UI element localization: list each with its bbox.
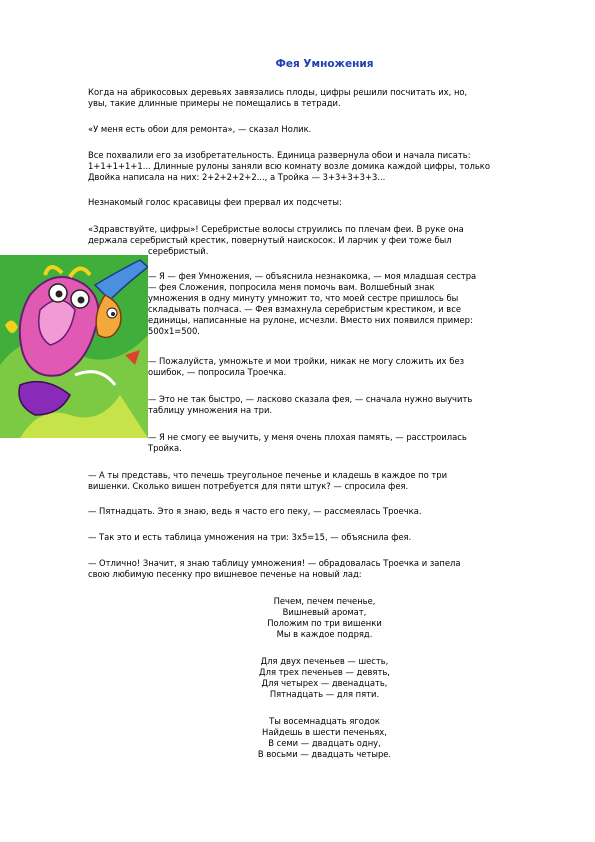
poem-stanza-1: Печем, печем печенье, Вишневый аромат, Положим по три вишенки Мы в каждое подряд. [267,596,382,639]
fairy-digits-illustration [0,255,148,438]
poem-stanza-2: Для двух печеньев — шесть, Для трех печеньев — девять, Для четырех — двенадцать, Пятнадцать — для пяти. [259,656,390,699]
paragraph-9: — Я не смогу ее выучить, у меня очень плохая память, — расстроилась Тройка. [148,432,467,453]
paragraph-6: — Я — фея Умножения, — объяснила незнакомка, — моя младшая сестра — фея Сложения, попросила меня помочь вам. Волшебный знак умножения в одну минуту умножит то, что моей сестре пришлось бы складывать полчаса. — Фея взмахнула серебристым крестиком, и все единицы, написанные на рулоне, исчезли. Вместо них появился пример: 500х1=500. [148,271,477,336]
paragraph-8: — Это не так быстро, — ласково сказала фея, — сначала нужно выучить таблицу умножения на три. [148,394,473,415]
paragraph-7: — Пожалуйста, умножьте и мои тройки, никак не могу сложить их без ошибок, — попросила Троечка. [148,356,465,377]
page-title: Фея Умножения [275,58,374,70]
paragraph-4: Незнакомый голос красавицы феи прервал их подсчеты: [88,197,342,207]
paragraph-5: «Здравствуйте, цифры»! Серебристые волосы струились по плечам феи. В руке она держала серебристый крестик, повернутый наискосок. И ларчик у феи тоже был серебристый. [88,224,464,256]
poem-stanza-3: Ты восемнадцать ягодок Найдешь в шести печеньях, В семи — двадцать одну, В восьми — двадцать четыре. [257,716,392,759]
paragraph-1: Когда на абрикосовых деревьях завязались плоды, цифры решили посчитать их, но, увы, такие длинные примеры не помещались в тетради. [88,87,468,108]
paragraph-3: Все похвалили его за изобретательность. Единица развернула обои и начала писать: 1+1+1+1+1... Длинные рулоны заняли всю комнату возле домика каждой цифры, только Двойка написала на них: 2+2+2+2+2..., а Тройка — 3+3+3+3+3... [88,150,490,182]
paragraph-13: — Отлично! Значит, я знаю таблицу умножения! — обрадовалась Троечка и запела свою любимую песенку про вишневое печенье на новый лад: [88,558,461,579]
paragraph-10: — А ты представь, что печешь треугольное печенье и кладешь в каждое по три вишенки. Сколько вишен потребуется для пяти штук? — спросила фея. [88,470,448,491]
paragraph-2: «У меня есть обои для ремонта», — сказал Нолик. [88,124,312,134]
paragraph-12: — Так это и есть таблица умножения на три: 3х5=15, — объяснила фея. [88,532,412,542]
paragraph-11: — Пятнадцать. Это я знаю, ведь я часто его пеку, — рассмеялась Троечка. [88,506,422,516]
